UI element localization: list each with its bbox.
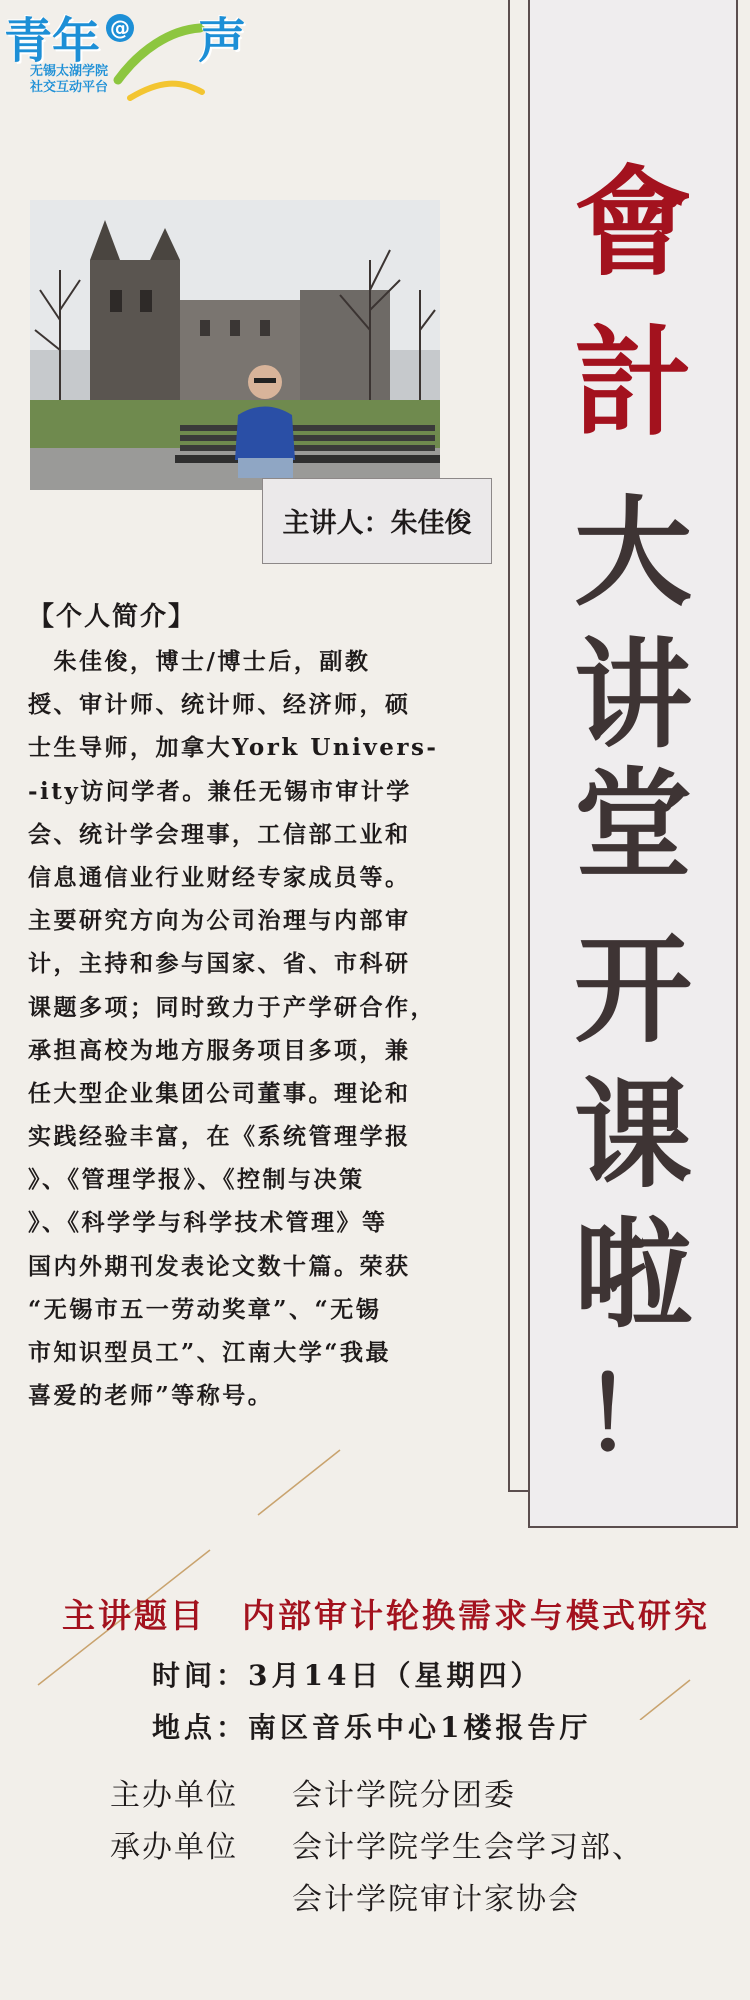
lecture-topic: 主讲题目 内部审计轮换需求与模式研究 bbox=[62, 1596, 710, 1635]
logo-subtitle bbox=[30, 64, 108, 96]
speaker-photo bbox=[30, 200, 440, 490]
logo-title-left: 青年 bbox=[4, 13, 101, 69]
logo-subtitle-line-1: 无锡太湖学院 bbox=[30, 64, 109, 79]
banner-char-3: 大 bbox=[573, 483, 692, 622]
intro-line: “无锡市五一劳动奖章”、“无锡 bbox=[28, 1295, 382, 1323]
event-location: 地点：南区音乐中心1楼报告厅 bbox=[152, 1711, 592, 1744]
intro-line: 国内外期刊发表论文数十篇。荣获 bbox=[28, 1252, 411, 1280]
intro-line: 士生导师，加拿大York Univers- bbox=[28, 734, 439, 762]
intro-line: 朱佳俊，博士/博士后，副教 bbox=[28, 648, 371, 675]
host-label: 主办单位 bbox=[110, 1778, 238, 1813]
intro-line: 》、《管理学报》、《控制与决策 bbox=[28, 1166, 365, 1194]
event-time: 时间：3月14日（星期四） bbox=[152, 1659, 543, 1692]
co-organizer-label: 承办单位 bbox=[110, 1830, 238, 1865]
speaker-name: 主讲人：朱佳俊 bbox=[282, 508, 472, 539]
logo-swoosh-icon bbox=[100, 10, 210, 110]
intro-line: 实践经验丰富，在《系统管理学报 bbox=[28, 1123, 411, 1151]
intro-line: 》、《科学学与科学技术管理》等 bbox=[28, 1209, 388, 1237]
logo-title-right: 声 bbox=[198, 13, 247, 69]
brand-logo bbox=[0, 0, 270, 110]
banner-char-8: 啦 bbox=[573, 1205, 692, 1344]
logo-at-symbol: @ bbox=[106, 14, 134, 42]
intro-line: 计，主持和参与国家、省、市科研 bbox=[28, 950, 411, 978]
intro-line: 课题多项；同时致力于产学研合作， bbox=[28, 993, 436, 1021]
host-row bbox=[0, 1770, 750, 1813]
banner-char-2: 計 bbox=[573, 313, 692, 452]
co-organizer-row-2 bbox=[0, 1874, 750, 1917]
intro-line: 市知识型员工”、江南大学“我最 bbox=[28, 1339, 391, 1366]
intro-body bbox=[28, 640, 488, 1417]
intro-line: 信息通信业行业财经专家成员等。 bbox=[28, 863, 411, 891]
intro-line: 任大型企业集团公司董事。理论和 bbox=[28, 1079, 411, 1107]
co-organizer-row bbox=[0, 1822, 750, 1865]
intro-line: 喜爱的老师”等称号。 bbox=[28, 1382, 274, 1410]
intro-line: 承担高校为地方服务项目多项，兼 bbox=[28, 1036, 411, 1064]
banner-char-5: 堂 bbox=[573, 755, 692, 894]
host-value: 会计学院分团委 bbox=[292, 1778, 516, 1813]
intro-line: 授、审计师、统计师、经济师，硕 bbox=[28, 691, 411, 719]
intro-line: -ity访问学者。兼任无锡市审计学 bbox=[28, 777, 412, 805]
banner-char-1: 會 bbox=[573, 153, 692, 292]
speaker-name-card bbox=[262, 478, 492, 564]
co-organizer-value-1: 会计学院学生会学习部、 bbox=[292, 1830, 644, 1865]
intro-line: 会、统计学会理事，工信部工业和 bbox=[28, 820, 411, 848]
banner-char-7: 课 bbox=[573, 1065, 692, 1204]
intro-line: 主要研究方向为公司治理与内部审 bbox=[28, 907, 411, 935]
banner-char-6: 开 bbox=[573, 920, 692, 1059]
banner-char-4: 讲 bbox=[573, 625, 692, 764]
intro-heading: 【个人简介】 bbox=[28, 602, 197, 632]
co-organizer-value-2: 会计学院审计家协会 bbox=[292, 1882, 580, 1917]
logo-subtitle-line-2: 社交互动平台 bbox=[30, 80, 109, 95]
banner-char-9: ！ bbox=[583, 1356, 683, 1474]
